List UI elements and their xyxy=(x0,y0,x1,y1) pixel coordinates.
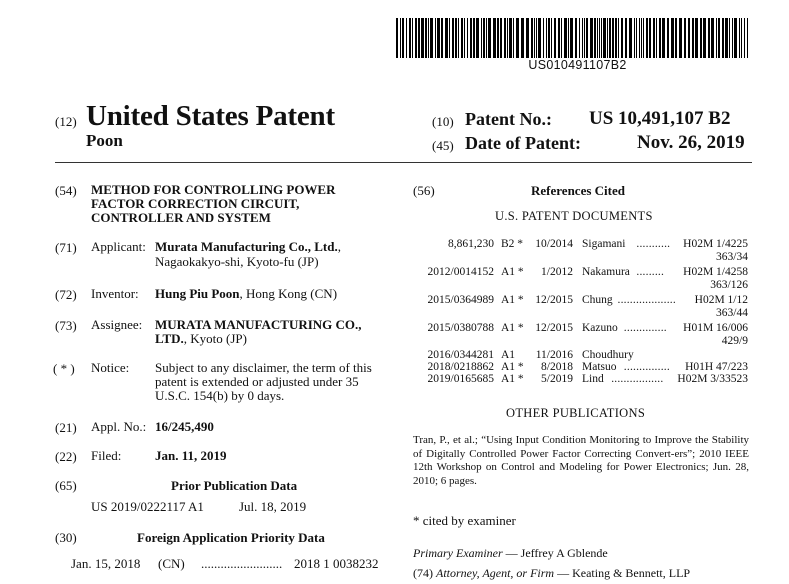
inventor-name: Hung Piu Poon xyxy=(155,286,240,301)
barcode-bar xyxy=(609,18,611,58)
barcode-bar xyxy=(418,18,420,58)
prior-publication-number: US 2019/0222117 A1 xyxy=(91,499,204,514)
reference-inventor: Matsuo xyxy=(582,361,617,373)
code-22: (22) xyxy=(55,449,77,464)
reference-number: 2016/0344281 xyxy=(427,349,494,361)
reference-leader: ............... xyxy=(623,361,670,373)
barcode-bar xyxy=(483,18,485,58)
code-71: (71) xyxy=(55,240,77,255)
barcode-bar xyxy=(428,18,429,58)
foreign-priority-heading: Foreign Application Priority Data xyxy=(137,530,325,545)
reference-kind: A1 * xyxy=(501,361,524,373)
reference-number: 2015/0380788 xyxy=(427,322,494,334)
reference-inventor: Choudhury xyxy=(582,349,634,361)
barcode-bar xyxy=(449,18,450,58)
primary-examiner-line xyxy=(413,546,608,561)
barcode-bar xyxy=(643,18,644,58)
barcode-bar xyxy=(548,18,550,58)
assignee-name-line-1: MURATA MANUFACTURING CO., xyxy=(155,317,362,332)
barcode-bar xyxy=(729,18,730,58)
reference-date: 12/2015 xyxy=(535,294,573,306)
appl-no-value: 16/245,490 xyxy=(155,419,214,434)
barcode-bar xyxy=(476,18,479,58)
appl-no-label: Appl. No.: xyxy=(91,419,147,434)
reference-class-continuation: 363/34 xyxy=(716,251,748,263)
reference-date: 5/2019 xyxy=(541,373,573,385)
barcode-bar xyxy=(716,18,717,58)
assignee-name-line-2: LTD. xyxy=(155,331,184,346)
reference-class-continuation: 429/9 xyxy=(721,335,748,347)
barcode-bar xyxy=(461,18,463,58)
invention-title-line-2: FACTOR CORRECTION CIRCUIT, xyxy=(91,196,300,211)
reference-date: 8/2018 xyxy=(541,361,573,373)
reference-class: H02M 1/4225 xyxy=(683,238,748,250)
barcode-bar xyxy=(531,18,533,58)
code-45: (45) xyxy=(432,138,454,153)
barcode-bar xyxy=(579,18,580,58)
barcode-bar xyxy=(634,18,635,58)
barcode-bar xyxy=(718,18,720,58)
cited-by-examiner-note: * cited by examiner xyxy=(413,513,516,528)
barcode-bar xyxy=(481,18,482,58)
barcode-bar xyxy=(646,18,648,58)
barcode-bar xyxy=(561,18,562,58)
inventor-surname: Poon xyxy=(86,131,123,150)
applicant-location: Nagaokakyo-shi, Kyoto-fu (JP) xyxy=(155,254,319,269)
barcode-bar xyxy=(741,18,742,58)
barcode-bar xyxy=(639,18,640,58)
barcode-bar xyxy=(437,18,440,58)
barcode-bar xyxy=(509,18,512,58)
barcode-bar xyxy=(452,18,454,58)
barcode-bar xyxy=(467,18,468,58)
barcode-bar xyxy=(649,18,651,58)
inventor-line xyxy=(155,287,337,302)
barcode-bar xyxy=(551,18,552,58)
foreign-priority-leader: ......................... xyxy=(201,556,283,571)
reference-date: 12/2015 xyxy=(535,322,573,334)
filed-date: Jan. 11, 2019 xyxy=(155,448,227,463)
barcode-bar xyxy=(629,18,632,58)
applicant-name-suffix: , xyxy=(337,239,341,254)
reference-class: H01M 16/006 xyxy=(683,322,748,334)
barcode-bar xyxy=(671,18,674,58)
barcode-bar xyxy=(504,18,506,58)
barcode-bar xyxy=(445,18,448,58)
barcode-bar xyxy=(732,18,733,58)
reference-leader: ........... xyxy=(636,238,671,250)
barcode-bar xyxy=(662,18,665,58)
reference-class: H02M 1/4258 xyxy=(683,266,748,278)
code-73: (73) xyxy=(55,318,77,333)
reference-number: 8,861,230 xyxy=(448,238,494,250)
foreign-priority-country: (CN) xyxy=(158,556,185,571)
barcode-bar xyxy=(536,18,537,58)
barcode-bar xyxy=(725,18,728,58)
barcode-bar xyxy=(615,18,617,58)
barcode-bar xyxy=(679,18,682,58)
inventor-location: , Hong Kong (CN) xyxy=(239,286,338,301)
notice-line-2: patent is extended or adjusted under 35 xyxy=(155,374,359,389)
barcode-bar xyxy=(744,18,745,58)
assignee-label: Assignee: xyxy=(91,317,143,332)
code-56: (56) xyxy=(413,183,435,198)
foreign-priority-number: 2018 1 0038232 xyxy=(294,556,379,571)
reference-inventor: Lind xyxy=(582,373,604,385)
barcode-bar xyxy=(538,18,541,58)
barcode-bar xyxy=(513,18,514,58)
reference-class: H02M 3/33523 xyxy=(677,373,748,385)
reference-kind: B2 * xyxy=(501,238,524,250)
code-65: (65) xyxy=(55,478,77,493)
barcode-bar xyxy=(607,18,608,58)
primary-examiner-dash: — xyxy=(502,546,521,560)
invention-title-line-1: METHOD FOR CONTROLLING POWER xyxy=(91,182,336,197)
barcode-bar xyxy=(597,18,598,58)
other-publications-heading: OTHER PUBLICATIONS xyxy=(506,406,646,420)
barcode-bar xyxy=(558,18,560,58)
barcode-bar xyxy=(747,18,748,58)
date-of-patent: Nov. 26, 2019 xyxy=(637,132,745,153)
barcode-bar xyxy=(734,18,737,58)
patent-number-label: Patent No.: xyxy=(465,109,552,129)
barcode-bar xyxy=(703,18,706,58)
reference-leader: .............. xyxy=(623,322,667,334)
barcode-bar xyxy=(507,18,508,58)
barcode-bar xyxy=(500,18,502,58)
barcode-bar xyxy=(594,18,596,58)
assignee-location: , Kyoto (JP) xyxy=(183,331,247,346)
barcode-bar xyxy=(425,18,427,58)
reference-number: 2019/0165685 xyxy=(427,373,494,385)
barcode-bar xyxy=(653,18,655,58)
reference-number: 2012/0014152 xyxy=(427,266,494,278)
barcode-bar xyxy=(458,18,459,58)
barcode-bar xyxy=(675,18,677,58)
attorney-label: Attorney, Agent, or Firm xyxy=(436,566,555,580)
reference-kind: A1 xyxy=(501,349,516,361)
inventor-label: Inventor: xyxy=(91,286,139,301)
code-72: (72) xyxy=(55,287,77,302)
reference-kind: A1 * xyxy=(501,373,524,385)
attorney-name: Keating & Bennett, LLP xyxy=(572,566,691,580)
header-divider xyxy=(55,162,752,163)
barcode-bar xyxy=(470,18,472,58)
filed-label: Filed: xyxy=(91,448,122,463)
code-10: (10) xyxy=(432,114,454,129)
barcode-bar xyxy=(546,18,547,58)
reference-class-continuation: 363/44 xyxy=(716,307,748,319)
barcode-bar xyxy=(570,18,573,58)
attorney-code: (74) xyxy=(413,566,433,580)
reference-inventor: Chung xyxy=(582,294,613,306)
code-21: (21) xyxy=(55,420,77,435)
barcode-bar xyxy=(526,18,529,58)
notice-line-1: Subject to any disclaimer, the term of this xyxy=(155,360,372,375)
barcode-bar xyxy=(493,18,496,58)
patent-number: US 10,491,107 B2 xyxy=(589,108,731,129)
primary-examiner-name: Jeffrey A Gblende xyxy=(520,546,608,560)
barcode-bar xyxy=(455,18,457,58)
reference-leader: ................... xyxy=(617,294,676,306)
barcode-bar xyxy=(564,18,567,58)
barcode-bar xyxy=(722,18,724,58)
us-patent-documents-heading: U.S. PATENT DOCUMENTS xyxy=(495,209,653,223)
reference-date: 11/2016 xyxy=(535,349,573,361)
barcode-bar xyxy=(667,18,669,58)
patent-type-title: United States Patent xyxy=(86,100,335,132)
barcode-bar xyxy=(621,18,623,58)
barcode-bar xyxy=(441,18,443,58)
reference-leader: ......... xyxy=(636,266,665,278)
barcode-bar xyxy=(711,18,714,58)
reference-inventor: Sigamani xyxy=(582,238,626,250)
barcode-bar xyxy=(586,18,588,58)
barcode-bar xyxy=(659,18,661,58)
barcode-bar xyxy=(612,18,614,58)
barcode-bar xyxy=(708,18,710,58)
code-30: (30) xyxy=(55,530,77,545)
barcode xyxy=(396,18,748,58)
reference-number: 2018/0218862 xyxy=(427,361,494,373)
reference-number: 2015/0364989 xyxy=(427,294,494,306)
barcode-bar xyxy=(402,18,404,58)
foreign-priority-date: Jan. 15, 2018 xyxy=(71,556,141,571)
barcode-number: US010491107B2 xyxy=(528,58,627,72)
applicant-name: Murata Manufacturing Co., Ltd. xyxy=(155,239,338,254)
barcode-bar xyxy=(486,18,487,58)
reference-inventor: Nakamura xyxy=(582,266,630,278)
notice-line-3: U.S.C. 154(b) by 0 days. xyxy=(155,388,285,403)
barcode-bar xyxy=(692,18,694,58)
reference-date: 10/2014 xyxy=(535,238,573,250)
barcode-bar xyxy=(473,18,475,58)
barcode-bar xyxy=(700,18,702,58)
reference-kind: A1 * xyxy=(501,294,524,306)
barcode-bar xyxy=(554,18,556,58)
barcode-bar xyxy=(409,18,411,58)
reference-kind: A1 * xyxy=(501,322,524,334)
assignee-line-2 xyxy=(155,332,247,347)
barcode-bar xyxy=(684,18,686,58)
code-12: (12) xyxy=(55,114,77,129)
barcode-bar xyxy=(412,18,413,58)
reference-class: H02M 1/12 xyxy=(694,294,748,306)
notice-label: Notice: xyxy=(91,360,130,375)
reference-date: 1/2012 xyxy=(541,266,573,278)
other-publication-entry: Tran, P., et al.; “Using Input Condition Monitoring to Improve the Stability of Digitally Controlled Power Factor Correcting Convert-ers”; 2010 IEEE 12th Workshop on Control and Modeling for Power Electronics; Jun. 28, 2010; 6 pages. xyxy=(413,434,749,487)
barcode-bar xyxy=(568,18,569,58)
attorney-dash: — xyxy=(554,566,573,580)
reference-class: H01H 47/223 xyxy=(685,361,748,373)
barcode-bar xyxy=(497,18,499,58)
barcode-bar xyxy=(406,18,407,58)
applicant-name-line xyxy=(155,240,341,255)
barcode-bar xyxy=(603,18,606,58)
barcode-bar xyxy=(695,18,698,58)
barcode-bar xyxy=(400,18,401,58)
reference-kind: A1 * xyxy=(501,266,524,278)
code-54: (54) xyxy=(55,183,77,198)
attorney-line xyxy=(413,566,690,581)
prior-publication-date: Jul. 18, 2019 xyxy=(239,499,307,514)
reference-leader: ................. xyxy=(611,373,664,385)
code-notice: ( * ) xyxy=(53,361,75,376)
barcode-bar xyxy=(618,18,619,58)
reference-inventor: Kazuno xyxy=(582,322,618,334)
barcode-bar xyxy=(415,18,417,58)
barcode-bar xyxy=(625,18,627,58)
prior-publication-heading: Prior Publication Data xyxy=(171,478,298,493)
barcode-bar xyxy=(464,18,465,58)
barcode-bar xyxy=(543,18,544,58)
barcode-bar xyxy=(488,18,491,58)
barcode-bar xyxy=(575,18,577,58)
barcode-bar xyxy=(599,18,600,58)
barcode-bar xyxy=(590,18,593,58)
primary-examiner-label: Primary Examiner xyxy=(413,546,503,560)
invention-title-line-3: CONTROLLER AND SYSTEM xyxy=(91,210,271,225)
reference-class-continuation: 363/126 xyxy=(710,279,748,291)
barcode-bar xyxy=(688,18,690,58)
barcode-bar xyxy=(636,18,637,58)
barcode-bar xyxy=(430,18,433,58)
applicant-label: Applicant: xyxy=(91,239,146,254)
barcode-bar xyxy=(396,18,398,58)
barcode-bar xyxy=(739,18,740,58)
barcode-bar xyxy=(516,18,519,58)
barcode-bar xyxy=(534,18,535,58)
references-cited-heading: References Cited xyxy=(531,183,625,198)
barcode-bar xyxy=(584,18,585,58)
barcode-bar xyxy=(435,18,436,58)
barcode-bar xyxy=(521,18,524,58)
date-of-patent-label: Date of Patent: xyxy=(465,133,581,153)
barcode-bar xyxy=(601,18,602,58)
barcode-bar xyxy=(641,18,642,58)
barcode-bar xyxy=(656,18,657,58)
barcode-bar xyxy=(421,18,424,58)
barcode-bar xyxy=(582,18,583,58)
